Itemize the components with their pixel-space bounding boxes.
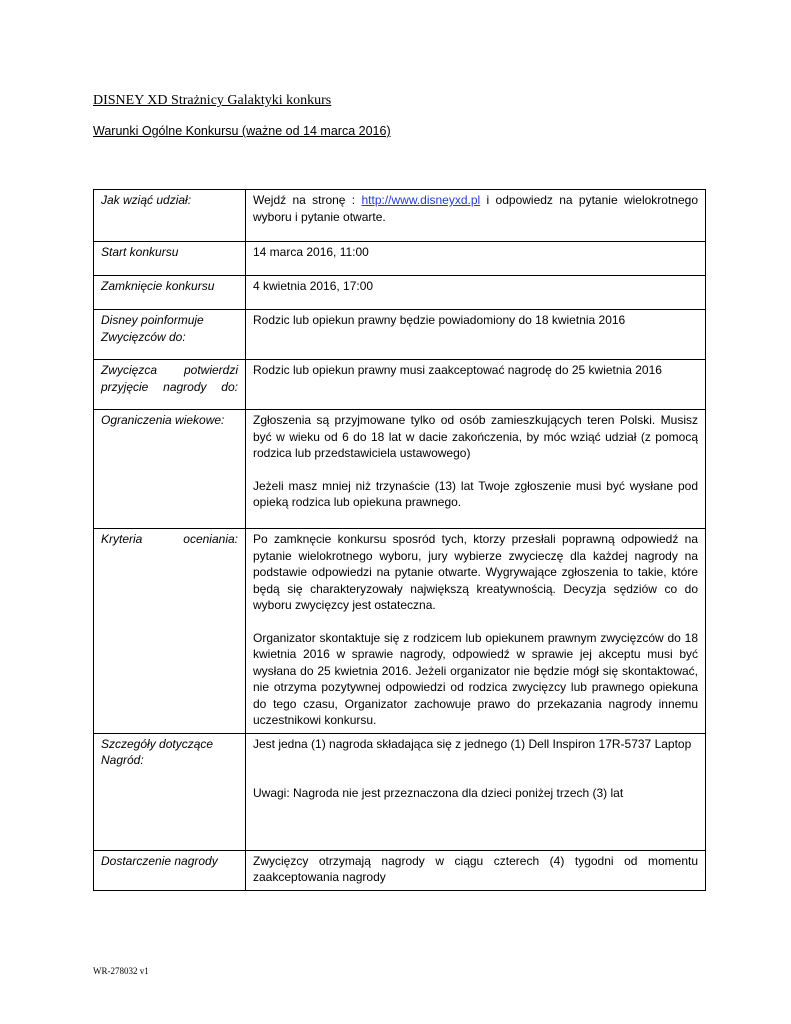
prize-details-paragraph: Jest jedna (1) nagroda składająca się z jednego (1) Dell Inspiron 17R-5737 Laptop	[253, 736, 692, 751]
row-label-winner-notification: Disney poinformuje Zwycięzców do:	[94, 310, 246, 360]
row-label-close: Zamknięcie konkursu	[94, 276, 246, 310]
row-value-how-to-enter	[246, 190, 706, 242]
table-row-prize-details	[94, 733, 706, 850]
table-row-winner-notification	[94, 310, 706, 360]
row-value-winner-notification: Rodzic lub opiekun prawny będzie powiadomiony do 18 kwietnia 2016	[246, 310, 706, 360]
table-row-age-restrictions	[94, 410, 706, 529]
row-label-prize-delivery: Dostarczenie nagrody	[94, 850, 246, 890]
row-label-how-to-enter: Jak wziąć udział:	[94, 190, 246, 242]
contest-terms-table	[93, 189, 706, 891]
page-title: DISNEY XD Strażnicy Galaktyki konkurs	[93, 93, 332, 108]
table-row-close	[94, 276, 706, 310]
table-row-how-to-enter	[94, 190, 706, 242]
document-subtitle: Warunki Ogólne Konkursu (ważne od 14 marca 2016)	[93, 124, 391, 138]
row-value-age-restrictions	[246, 410, 706, 529]
document-reference: WR-278032 v1	[93, 966, 149, 976]
row-value-prize-delivery: Zwycięzcy otrzymają nagrody w ciągu czterech (4) tygodni od momentu zaakceptowania nagrody	[246, 850, 706, 890]
table-row-prize-confirmation	[94, 360, 706, 410]
how-to-enter-text-after-link: i odpowiedz na pytanie wielokrotnego wyboru i pytanie otwarte.	[253, 193, 698, 224]
row-value-start: 14 marca 2016, 11:00	[246, 242, 706, 276]
row-value-prize-details	[246, 733, 706, 850]
row-label-age-restrictions: Ograniczenia wiekowe:	[94, 410, 246, 529]
table-row-start	[94, 242, 706, 276]
row-value-close: 4 kwietnia 2016, 17:00	[246, 276, 706, 310]
row-label-prize-details: Szczegóły dotyczące Nagród:	[94, 733, 246, 850]
row-label-start: Start konkursu	[94, 242, 246, 276]
judging-criteria-paragraph: Po zamknęcie konkursu sposród tych, ktorzy przesłali poprawną odpowiedź na pytanie wielokrotnego wyboru, jury wybierze zwycieczę dla każdej nagrody na podstawie odpowiedzi na pytanie otwarte. Wygrywające zgłoszenia to takie, które będą się charakteryzowały największą kreatywnością. Decyzja sędziów co do wyboru zwycięzcy jest ostateczna.	[253, 532, 698, 612]
age-restrictions-paragraph: Zgłoszenia są przyjmowane tylko od osób zamieszkujących teren Polski. Musisz być w wieku od 6 do 18 lat w dacie zakończenia, by móc wziąć udział (z pomocą rodzica lub przedstawiciela ustawowego)	[253, 413, 698, 460]
disneyxd-website-link[interactable]: http://www.disneyxd.pl	[361, 193, 481, 207]
prize-details-paragraph: Uwagi: Nagroda nie jest przeznaczona dla dzieci poniżej trzech (3) lat	[253, 786, 624, 800]
row-value-prize-confirmation: Rodzic lub opiekun prawny musi zaakceptować nagrodę do 25 kwietnia 2016	[246, 360, 706, 410]
judging-criteria-paragraph: Organizator skontaktuje się z rodzicem lub opiekunem prawnym zwycięzców do 18 kwietnia 2016 w sprawie nagrody, odpowiedź w sprawie jej akceptu musi być wysłana do 25 kwietnia 2016. Jeżeli organizator nie będzie mógł się skontaktować, nie otrzyma pozytywnej odpowiedzi od rodzica zwycięzcy lub prawnego opiekuna do tego czasu, Organizator zachowuje prawo do przekazania nagrody innemu uczestnikowi konkursu.	[253, 630, 698, 727]
age-restrictions-paragraph: Jeżeli masz mniej niż trzynaście (13) lat Twoje zgłoszenie musi być wysłane pod opieką rodzica lub opiekuna prawnego.	[253, 478, 698, 509]
table-row-judging-criteria	[94, 529, 706, 734]
row-label-prize-confirmation: Zwycięzca potwierdzi przyjęcie nagrody do:	[94, 360, 246, 410]
how-to-enter-text-before-link: Wejdź na stronę :	[253, 193, 362, 207]
row-label-judging-criteria: Kryteria oceniania:	[94, 529, 246, 734]
table-row-prize-delivery	[94, 850, 706, 890]
row-value-judging-criteria	[246, 529, 706, 734]
